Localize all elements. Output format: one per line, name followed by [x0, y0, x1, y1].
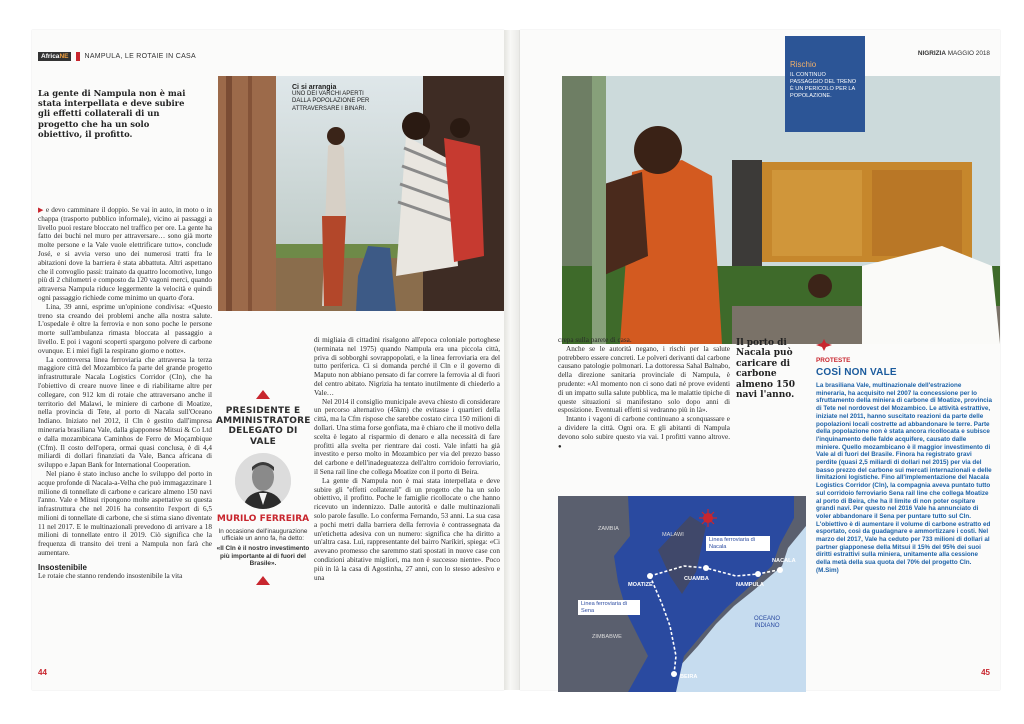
portrait-avatar	[235, 453, 291, 509]
map-label-cuamba: CUAMBA	[684, 576, 709, 582]
sidebar-title: PRESIDENTE E AMMINISTRATORE DELEGATO DI VALE	[216, 406, 311, 447]
paragraph: La gente di Nampula non è mai stata interpellata e deve subire gli "effetti collaterali" di un progetto che ha un solo obiettivo, il profitto. Poche le famiglie ricollocate o che hanno ricevuto un indennizzo. Dalle autorità e dalle multinazionali solo parole fasulle. Lo conferma Fernando, 53 anni. La sua casa a pochi metri dalla barriera della ferrovia è contrassegnata da un'etichetta adesiva con un numero: significa che ha diritto a un'altra casa. Luì, rappresentante del bairro Naríkiri, spiega: «Ci avevano promesso che saremmo stati spostati in nuove case con condizioni abitative migliori, ma non è successo niente». Poco più in là la casa di Agostinha, 27 anni, con lo stesso adesivo e una	[314, 476, 500, 582]
map-label-line-nacala: Linea ferroviaria di Nacala	[706, 536, 770, 551]
ornament-icon	[256, 390, 270, 399]
protests-box	[816, 336, 992, 575]
paragraph	[38, 206, 212, 303]
paragraph-text: e devo camminare il doppio. Se vai in auto, in moto o in chappa (trasporto pubblico informale), vicino ai passaggi a livello puoi restare bloccato nel traffico per ore. La gente ha fatto dei buchi nel muro per attraversare… sono già morte molte persone e la Vale vuole elettrificare tutto», conclude José, e si avvia verso uno dei numerosi tratti fra le abitazioni dove la barriera è stata abbattuta. Altri aspettano che il convoglio passi: trainato da quattro locomotive, lungo più di 2 chilometri e composto da 120 vagoni merci, quando attraversa Nampula riduce leggermente la velocità e quindi ogni passaggio richiede come minimo un quarto d'ora.	[38, 206, 213, 302]
map-label-line-sena: Linea ferroviaria di Sena	[578, 600, 640, 615]
issue-date: MAGGIO 2018	[947, 50, 990, 57]
map-label-zambia: ZAMBIA	[598, 526, 619, 532]
subhead: Insostenibile	[38, 562, 87, 572]
magazine-name: NIGRIZIA	[917, 50, 946, 57]
magazine-header	[918, 50, 990, 57]
photo-caption-title: Ci si arrangia	[292, 84, 337, 91]
section-tag-suffix: NE	[59, 52, 69, 60]
accent-bar	[76, 52, 80, 61]
end-mark-icon: ●	[558, 443, 562, 450]
paragraph: crepa sulla parete di casa.	[558, 336, 632, 344]
section-header	[38, 50, 196, 62]
paragraph: La controversa linea ferroviaria che attraversa la terza maggiore città del Mozambico fa parte del grande progetto infrastrutturale Nacala Logistics Corridor (Cln), che ha l'obiettivo di creare nuove linee e di riabilitarne altre per collegare, con 912 km di rotaie che attraversano anche il territorio del Malawi, le miniere di carbone di Moatize, nella provincia di Tete, al porto di Nacala sull'Oceano Indiano. Iniziato nel 2012, il Cln è gestito dall'impresa mineraria brasiliana Vale, dalla giapponese Mitsui & Co Ltd e dalla mozambicana Caminhos de Ferro de Moçambique (Cfm). Il costo dell'opera, ormai quasi conclusa, è di 4,4 miliardi di dollari finanziati da Vale, Banca africana di sviluppo e Japan Bank for International Cooperation.	[38, 355, 212, 470]
section-tag	[38, 52, 71, 61]
left-page	[32, 30, 504, 690]
page-number-left: 44	[38, 668, 47, 677]
pull-quote: La gente di Nampula non è mai stata interpellata e deve subire gli effetti collaterali di un progetto che ha un solo obiettivo, il profitto.	[38, 88, 186, 139]
map-label-ocean: OCEANO INDIANO	[753, 616, 780, 629]
map-label-nampula: NAMPULA	[736, 582, 764, 588]
bullet-arrow-icon: ▶	[38, 206, 44, 214]
photo-caption-box	[785, 36, 865, 132]
article-column-right-1	[558, 336, 730, 451]
breadcrumb: NAMPULA, LE ROTAIE IN CASA	[84, 52, 196, 60]
ornament-icon	[256, 576, 270, 585]
photo-boy-train	[562, 76, 1000, 344]
right-page	[520, 30, 1000, 690]
profile-sidebar	[216, 384, 310, 589]
portrait-illustration	[235, 453, 291, 509]
paragraph: Nel piano è stato incluso anche lo sviluppo del porto in acque profonde di Nacala-a-Velha che può immagazzinare 1 milione di tonnellate di carbone e caricare almeno 150 navi l'anno. Vale e Mitsui ripongono molte aspettative su questa infrastruttura che nel 2016 ha consentito l'export di 6,5 milioni di tonnellate di carbone, che si stima siano diventate 11 nel 2017. E le multinazionali prevedono di arrivare a 18 milioni di tonnellate entro il 2019. Ciò significa che la frequenza di transito dei treni a Nampula non farà che aumentare.	[38, 469, 212, 558]
paragraph-text: Intanto i vagoni di carbone continuano a sconquassare e a dividere la città. Ogni ora. E gli abitanti di Nampula devono solo subire questo via vai. I profitti vanno altrove.	[558, 415, 730, 441]
box-text: La brasiliana Vale, multinazionale dell'estrazione mineraria, ha acquisito nel 2007 la concessione per lo sfruttamento della miniera di carbone di Moatize, provincia di Tete nel nordovest del Mozambico. Le attività estrattive, iniziate nel 2011, hanno suscitato reazioni da parte delle popolazioni locali costrette ad abbandonare le terre. Parte della popolazione non è stata ancora ricollocata e subisce l'inquinamento delle falde acquifere, causato dalle miniere. Quello mozambicano è il maggior investimento di Vale al di fuori del Brasile. Finora ha registrato gravi perdite (quasi 2,5 miliardi di dollari nel 2015) per via del basso prezzo del carbone sui mercati internazionali e delle limitazioni logistiche. Fino all'implementazione del Nacala Logistics Corridor (Cln), la compagnia aveva puntato tutto sul corridoio ferroviario Sena rail line che collega Moatize al porto di Beira, che ha il limite di non poter ospitare grandi navi. Per questo nel 2016 Vale ha annunciato di voler abbandonare il Sena per puntare tutto sul Cln. L'obiettivo è di aumentare il volume di carbone estratto ed esportato, così da guadagnare e ammortizzare i costi. Nel marzo del 2017, Vale ha ceduto per 733 milioni di dollari al partner giapponese della Mitsui il 15% del 95% dei suoi diritti estrattivi sulla miniera, unitamente alla cessione della metà della sua quota del 70% del progetto Cln. (M.Sim)	[816, 382, 992, 574]
section-tag-label: Africa	[41, 52, 60, 60]
subhead-text: Le rotaie che stanno rendendo insostenibile la vita	[38, 571, 183, 580]
photo-caption-text: UNO DEI VARCHI APERTI DALLA POPOLAZIONE PER ATTRAVERSARE I BINARI.	[292, 91, 370, 112]
sidebar-quote: «Il Cln è il nostro investimento più importante al di fuori del Brasile».	[216, 545, 310, 568]
protest-star-icon	[816, 339, 832, 351]
page-gutter	[504, 30, 520, 690]
map-railway-corridors	[558, 496, 806, 692]
box-label: PROTESTE	[816, 357, 851, 364]
photo-caption-text: IL CONTINUO PASSAGGIO DEL TRENO È UN PERICOLO PER LA POPOLAZIONE.	[790, 72, 857, 99]
paragraph: Anche se le autorità negano, i rischi per la salute potrebbero essere concreti. Le polveri derivanti dal carbone causano patologie polmonari. La dottoressa Sahal Balnabo, della direzione sanitaria provinciale di Nampula, è prudente: «Al momento non ci sono dati né prove evidenti di un impatto sulla salute pubblica, ma le malattie tipiche di queste situazioni si manifestano solo dopo anni di esposizione. Eventuali effetti si vedranno più in là».	[558, 344, 730, 415]
paragraph: di migliaia di cittadini risalgono all'epoca coloniale portoghese (terminata nel 1975) quando Nampula era una piccola città, priva di sobborghi sovrappopolati, e la linea ferroviaria era del tutto periferica. Ci si domanda perché il Cln e il governo di Maputo non abbiano pensato di far correre la ferrovia al di fuori del centro abitato. Nigrizia ha tentato inutilmente di chiederlo a Vale…	[314, 336, 500, 397]
map-label-zimbabwe: ZIMBABWE	[592, 634, 622, 640]
city-marker-nacala	[777, 567, 783, 573]
city-marker-nampula	[755, 571, 761, 577]
pull-quote-right: Il porto di Nacala può caricare di carbone almeno 150 navi l'anno.	[736, 338, 795, 401]
paragraph: Nel 2014 il consiglio municipale aveva chiesto di considerare un percorso alternativo (45km) che evitasse i quartieri della città, ma la Cfm rispose che sarebbe costato circa 150 milioni di dollari. Una stima forse gonfiata, ma è chiaro che il motivo della scelta è legato al risparmio di denaro e alla necessità di fare profitti alla svelta per rientrare dai costi. Vale infatti ha già investito e perso molto in Mozambico per via del prezzo basso del carbone e dell'inadeguatezza dell'altro corridoio ferroviario, il Sena rail line che collega Moatize con il porto di Beira.	[314, 397, 500, 476]
city-marker-beira	[671, 671, 677, 677]
city-marker-cuamba	[703, 565, 709, 571]
paragraph	[558, 415, 730, 451]
article-column-3	[314, 336, 500, 582]
city-marker-moatize	[647, 573, 653, 579]
box-title: COSÌ NON VALE	[816, 367, 897, 378]
page-number-right: 45	[981, 668, 990, 677]
photo-railway-crossing	[218, 76, 504, 311]
photo-illustration	[562, 76, 1000, 344]
paragraph: Lina, 39 anni, esprime un'opinione condivisa: «Questo treno sta creando dei problemi anche alla nostra salute. L'ospedale è oltre la ferrovia e non sono poche le persone morte sull'ambulanza rimasta bloccata al passaggio a livello. E poi i vagoni scoperti spargono polvere di carbone ovunque. E i miei figli la respirano giorno e notte».	[38, 302, 212, 355]
photo-caption	[292, 84, 384, 113]
map-label-beira: BEIRA	[680, 674, 698, 680]
map-label-moatize: MOATIZE	[628, 582, 653, 588]
sidebar-name: MURILO FERREIRA	[216, 513, 310, 524]
article-column-1	[38, 206, 212, 581]
photo-caption-title: Rischio	[790, 60, 817, 69]
map-label-malawi: MALAWI	[662, 532, 684, 538]
map-label-nacala: NACALA	[772, 558, 796, 564]
sidebar-text: In occasione dell'inaugurazione ufficiale un anno fa, ha detto:	[218, 527, 308, 543]
map-graphic	[558, 496, 806, 692]
